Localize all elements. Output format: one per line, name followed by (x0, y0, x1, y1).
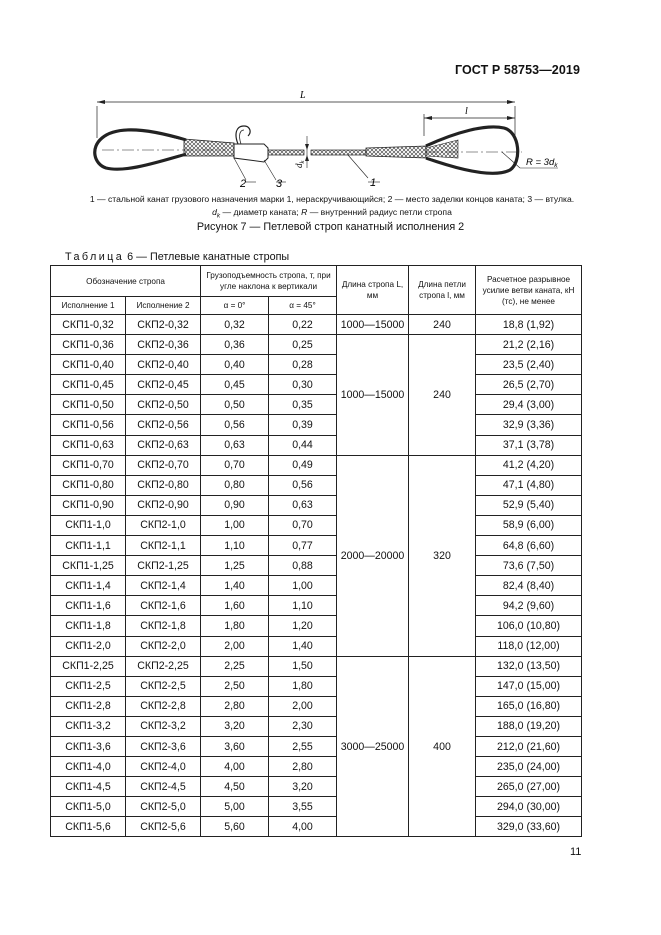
table-row (51, 676, 582, 696)
legend-line-2: $d_k$ — диаметр каната; R — внутренний радиус петли стропа (212, 206, 452, 220)
cell-version1: СКП1-3,6 (51, 736, 126, 756)
header-loop: Длина петли стропа l, мм (409, 266, 476, 315)
cell-loop: 320 (409, 455, 476, 656)
cell-force: 265,0 (27,00) (476, 777, 582, 797)
sling-table (50, 265, 582, 837)
cell-angle0: 0,32 (201, 315, 269, 335)
cell-angle0: 0,56 (201, 415, 269, 435)
cell-version2: СКП2-5,6 (126, 817, 201, 837)
table-row (51, 415, 582, 435)
table-row (51, 455, 582, 475)
cell-angle45: 0,35 (269, 395, 337, 415)
cell-angle0: 2,00 (201, 636, 269, 656)
cell-angle45: 3,20 (269, 777, 337, 797)
cell-angle45: 0,25 (269, 335, 337, 355)
cell-length: 1000—15000 (337, 335, 409, 456)
cell-angle0: 4,50 (201, 777, 269, 797)
header-angle0: α = 0° (201, 297, 269, 315)
cell-angle45: 2,55 (269, 736, 337, 756)
table-row (51, 355, 582, 375)
cell-version1: СКП1-4,0 (51, 757, 126, 777)
cell-version1: СКП1-2,0 (51, 636, 126, 656)
cell-angle45: 1,40 (269, 636, 337, 656)
cell-angle45: 0,56 (269, 475, 337, 495)
cell-angle0: 0,40 (201, 355, 269, 375)
figure-legend (62, 193, 602, 223)
cell-force: 29,4 (3,00) (476, 395, 582, 415)
cell-angle0: 2,50 (201, 676, 269, 696)
cell-version1: СКП1-0,56 (51, 415, 126, 435)
radius-label: $R = 3d_k$ (526, 157, 558, 169)
header-length: Длина стропа L, мм (337, 266, 409, 315)
cell-force: 132,0 (13,50) (476, 656, 582, 676)
cell-version1: СКП1-2,8 (51, 696, 126, 716)
cell-force: 52,9 (5,40) (476, 495, 582, 515)
cell-angle0: 1,40 (201, 576, 269, 596)
document-code: ГОСТ Р 58753—2019 (454, 63, 580, 77)
cell-angle45: 0,77 (269, 536, 337, 556)
table-row (51, 576, 582, 596)
legend-line-1: 1 — стальной канат грузового назначения марки 1, нераскручивающийся; 2 — место заделки концов каната; 3 — втулка. (89, 194, 575, 204)
cell-version1: СКП1-0,70 (51, 455, 126, 475)
header-capacity: Грузоподъемность стропа, т, при угле наклона к вертикали (201, 266, 337, 297)
cell-force: 37,1 (3,78) (476, 435, 582, 455)
table-row (51, 596, 582, 616)
table-row (51, 777, 582, 797)
cell-version1: СКП1-5,0 (51, 797, 126, 817)
cell-version1: СКП1-0,40 (51, 355, 126, 375)
cell-loop: 240 (409, 335, 476, 456)
dim-L-label: L (300, 90, 306, 101)
cell-angle0: 2,25 (201, 656, 269, 676)
cell-length: 2000—20000 (337, 455, 409, 656)
cell-force: 41,2 (4,20) (476, 455, 582, 475)
cell-force: 82,4 (8,40) (476, 576, 582, 596)
cell-version2: СКП2-2,5 (126, 676, 201, 696)
cell-angle0: 1,25 (201, 556, 269, 576)
cell-angle0: 5,60 (201, 817, 269, 837)
cell-force: 21,2 (2,16) (476, 335, 582, 355)
table-row (51, 736, 582, 756)
cell-version1: СКП1-1,4 (51, 576, 126, 596)
cell-version1: СКП1-5,6 (51, 817, 126, 837)
table-row (51, 495, 582, 515)
cell-angle45: 2,80 (269, 757, 337, 777)
cell-angle0: 3,20 (201, 716, 269, 736)
cell-angle45: 1,00 (269, 576, 337, 596)
cell-force: 212,0 (21,60) (476, 736, 582, 756)
cell-version1: СКП1-2,25 (51, 656, 126, 676)
cell-angle45: 1,10 (269, 596, 337, 616)
cell-version2: СКП2-0,40 (126, 355, 201, 375)
cell-version2: СКП2-1,0 (126, 515, 201, 535)
table-row (51, 536, 582, 556)
cell-force: 235,0 (24,00) (476, 757, 582, 777)
cell-version1: СКП1-0,36 (51, 335, 126, 355)
header-angle45: α = 45° (269, 297, 337, 315)
cell-version1: СКП1-0,50 (51, 395, 126, 415)
cell-version2: СКП2-0,50 (126, 395, 201, 415)
cell-loop: 400 (409, 656, 476, 837)
table-row (51, 556, 582, 576)
cell-angle45: 3,55 (269, 797, 337, 817)
cell-version2: СКП2-2,8 (126, 696, 201, 716)
cell-version1: СКП1-0,32 (51, 315, 126, 335)
cell-angle45: 1,50 (269, 656, 337, 676)
cell-version2: СКП2-1,1 (126, 536, 201, 556)
cell-version2: СКП2-0,32 (126, 315, 201, 335)
sling-drawing (86, 88, 586, 198)
cell-force: 47,1 (4,80) (476, 475, 582, 495)
cell-force: 165,0 (16,80) (476, 696, 582, 716)
cell-version2: СКП2-0,70 (126, 455, 201, 475)
cell-angle45: 0,88 (269, 556, 337, 576)
cell-version1: СКП1-2,5 (51, 676, 126, 696)
table-row (51, 395, 582, 415)
callout-3: 3 (276, 178, 283, 190)
cell-version2: СКП2-4,5 (126, 777, 201, 797)
cell-force: 188,0 (19,20) (476, 716, 582, 736)
cell-version2: СКП2-0,56 (126, 415, 201, 435)
table-row (51, 515, 582, 535)
cell-angle45: 0,49 (269, 455, 337, 475)
cell-version2: СКП2-2,0 (126, 636, 201, 656)
table-row (51, 696, 582, 716)
cell-angle0: 0,50 (201, 395, 269, 415)
callout-2: 2 (240, 178, 247, 190)
cell-force: 329,0 (33,60) (476, 817, 582, 837)
cell-angle0: 1,00 (201, 515, 269, 535)
cell-angle45: 0,39 (269, 415, 337, 435)
cell-version1: СКП1-0,63 (51, 435, 126, 455)
cell-loop: 240 (409, 315, 476, 335)
cell-force: 23,5 (2,40) (476, 355, 582, 375)
table-body (51, 315, 582, 837)
table-row (51, 817, 582, 837)
cell-version2: СКП2-1,8 (126, 616, 201, 636)
cell-version2: СКП2-4,0 (126, 757, 201, 777)
cell-force: 58,9 (6,00) (476, 515, 582, 535)
cell-version2: СКП2-0,63 (126, 435, 201, 455)
table-row (51, 797, 582, 817)
cell-version2: СКП2-3,2 (126, 716, 201, 736)
cell-force: 64,8 (6,60) (476, 536, 582, 556)
cell-force: 147,0 (15,00) (476, 676, 582, 696)
table-title: Таблица 6 — Петлевые канатные стропы (65, 251, 290, 263)
cell-force: 118,0 (12,00) (476, 636, 582, 656)
cell-angle45: 0,70 (269, 515, 337, 535)
table-row (51, 475, 582, 495)
table-row (51, 375, 582, 395)
cell-angle0: 1,10 (201, 536, 269, 556)
table-row (51, 335, 582, 355)
figure-title: Рисунок 7 — Петлевой строп канатный исполнения 2 (196, 221, 465, 233)
cell-version2: СКП2-1,4 (126, 576, 201, 596)
cell-version1: СКП1-0,45 (51, 375, 126, 395)
table-row (51, 616, 582, 636)
table-row (51, 716, 582, 736)
cell-angle0: 0,80 (201, 475, 269, 495)
cell-angle45: 0,30 (269, 375, 337, 395)
cell-angle45: 4,00 (269, 817, 337, 837)
header-version1: Исполнение 1 (51, 297, 126, 315)
table-row (51, 636, 582, 656)
cell-force: 94,2 (9,60) (476, 596, 582, 616)
cell-version1: СКП1-0,80 (51, 475, 126, 495)
cell-angle45: 2,30 (269, 716, 337, 736)
cell-version1: СКП1-4,5 (51, 777, 126, 797)
cell-angle45: 0,22 (269, 315, 337, 335)
cell-angle0: 3,60 (201, 736, 269, 756)
cell-length: 1000—15000 (337, 315, 409, 335)
cell-angle0: 0,36 (201, 335, 269, 355)
cell-angle0: 1,60 (201, 596, 269, 616)
table-row (51, 757, 582, 777)
cell-force: 294,0 (30,00) (476, 797, 582, 817)
cell-angle0: 4,00 (201, 757, 269, 777)
cell-force: 106,0 (10,80) (476, 616, 582, 636)
cell-angle0: 0,70 (201, 455, 269, 475)
cell-version1: СКП1-3,2 (51, 716, 126, 736)
cell-angle45: 0,63 (269, 495, 337, 515)
table-row (51, 656, 582, 676)
cell-angle45: 2,00 (269, 696, 337, 716)
cell-version1: СКП1-1,8 (51, 616, 126, 636)
cell-version1: СКП1-1,1 (51, 536, 126, 556)
cell-version2: СКП2-5,0 (126, 797, 201, 817)
dim-dk-label: $d_k$ (294, 160, 306, 168)
cell-angle45: 1,20 (269, 616, 337, 636)
cell-version1: СКП1-1,0 (51, 515, 126, 535)
dim-l-label: l (465, 106, 468, 117)
cell-angle0: 5,00 (201, 797, 269, 817)
cell-version2: СКП2-1,6 (126, 596, 201, 616)
cell-length: 3000—25000 (337, 656, 409, 837)
header-designation: Обозначение стропа (51, 266, 201, 297)
header-version2: Исполнение 2 (126, 297, 201, 315)
cell-force: 73,6 (7,50) (476, 556, 582, 576)
cell-angle0: 0,90 (201, 495, 269, 515)
cell-angle0: 2,80 (201, 696, 269, 716)
cell-force: 18,8 (1,92) (476, 315, 582, 335)
cell-angle0: 1,80 (201, 616, 269, 636)
cell-version2: СКП2-1,25 (126, 556, 201, 576)
cell-angle0: 0,45 (201, 375, 269, 395)
cell-angle45: 1,80 (269, 676, 337, 696)
table-row (51, 435, 582, 455)
page-number: 11 (570, 846, 582, 858)
table-row (51, 315, 582, 335)
cell-force: 32,9 (3,36) (476, 415, 582, 435)
cell-angle45: 0,44 (269, 435, 337, 455)
cell-version2: СКП2-2,25 (126, 656, 201, 676)
cell-angle45: 0,28 (269, 355, 337, 375)
header-force: Расчетное разрывное усилие ветви каната, кН (тс), не менее (476, 266, 582, 315)
cell-version2: СКП2-0,90 (126, 495, 201, 515)
callout-1: 1 (370, 177, 377, 189)
cell-version1: СКП1-0,90 (51, 495, 126, 515)
cell-angle0: 0,63 (201, 435, 269, 455)
cell-version2: СКП2-3,6 (126, 736, 201, 756)
cell-version1: СКП1-1,6 (51, 596, 126, 616)
cell-version2: СКП2-0,36 (126, 335, 201, 355)
cell-version2: СКП2-0,45 (126, 375, 201, 395)
cell-version1: СКП1-1,25 (51, 556, 126, 576)
cell-force: 26,5 (2,70) (476, 375, 582, 395)
cell-version2: СКП2-0,80 (126, 475, 201, 495)
